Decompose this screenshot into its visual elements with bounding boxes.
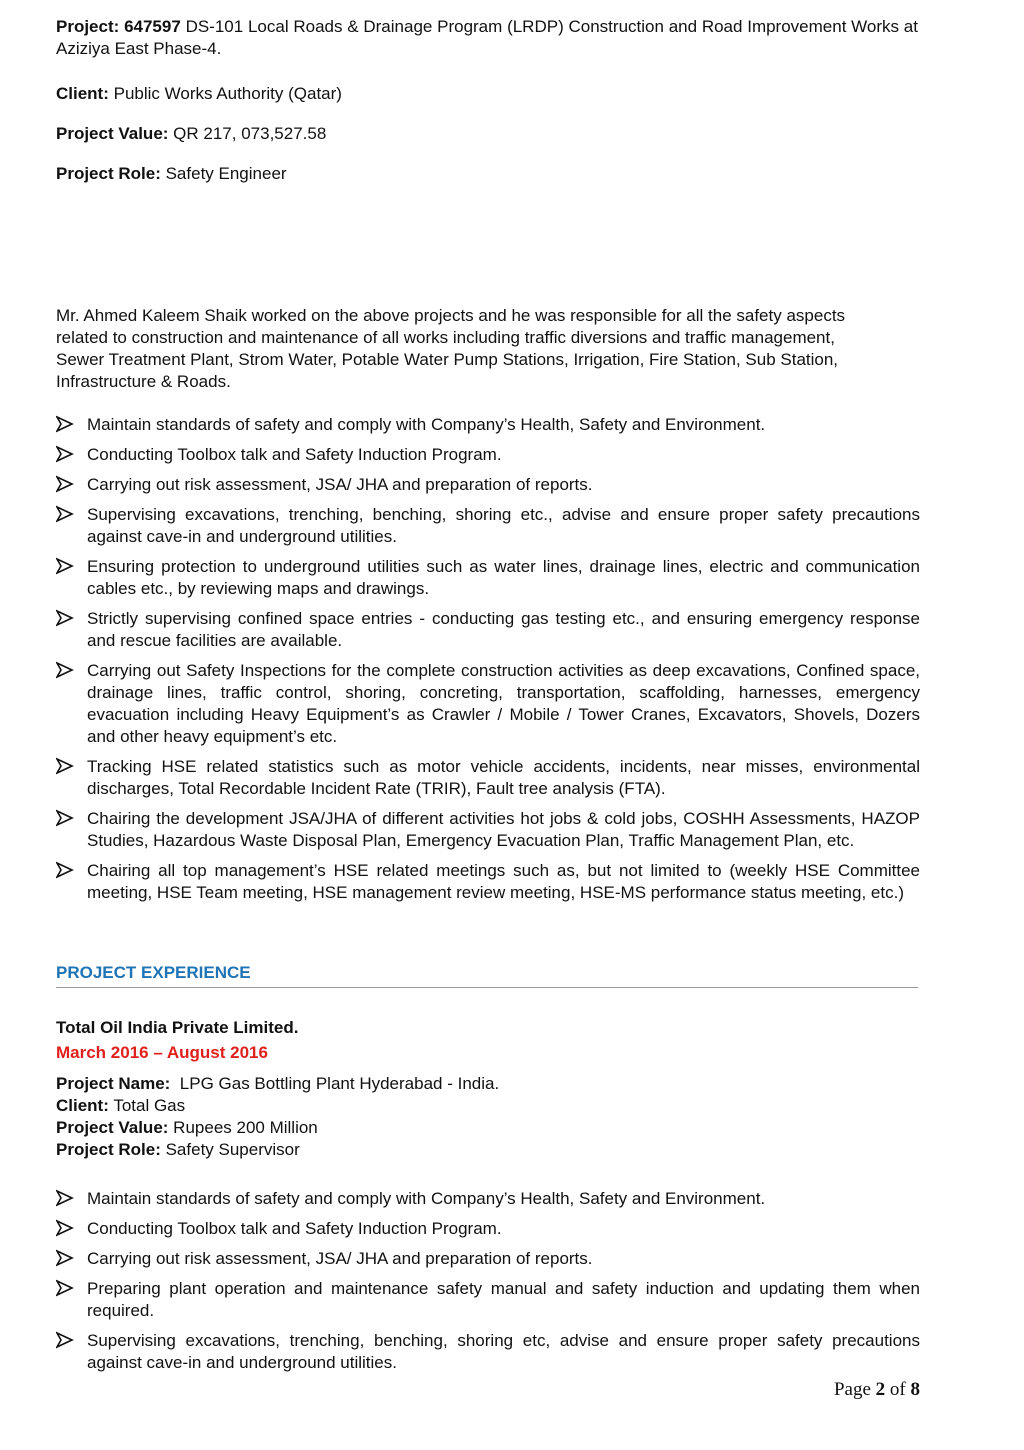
arrow-bullet-icon (56, 475, 74, 493)
project-role-2: Safety Supervisor (165, 1140, 300, 1159)
client-line (56, 83, 342, 105)
bullet-item (56, 414, 920, 436)
arrow-bullet-icon (56, 661, 74, 679)
arrow-bullet-icon (56, 1189, 74, 1207)
arrow-bullet-icon (56, 861, 74, 879)
project-value-label: Project Value: (56, 124, 169, 143)
bullet-item (56, 556, 920, 600)
project-role-line (56, 163, 287, 185)
bullet-text: Maintain standards of safety and comply with Company’s Health, Safety and Environment. (87, 415, 766, 434)
arrow-bullet-icon (56, 609, 74, 627)
employment-dates: March 2016 – August 2016 (56, 1043, 268, 1062)
bullet-text: Tracking HSE related statistics such as motor vehicle accidents, incidents, near misses, environmental discharges, Total Recordable Incident Rate (TRIR), Fault tree analysis (FTA). (87, 757, 920, 798)
project-value: QR 217, 073,527.58 (173, 124, 327, 143)
client-label: Client: (56, 84, 109, 103)
bullet-item (56, 504, 920, 548)
section-heading: PROJECT EXPERIENCE (56, 962, 918, 988)
project-value-label-2: Project Value: (56, 1118, 169, 1137)
arrow-bullet-icon (56, 1279, 74, 1297)
bullet-item (56, 756, 920, 800)
bullet-text: Carrying out risk assessment, JSA/ JHA and preparation of reports. (87, 1249, 593, 1268)
bullet-item (56, 1218, 920, 1240)
project-role-line-2 (56, 1139, 499, 1161)
responsibility-list (56, 414, 920, 904)
arrow-bullet-icon (56, 445, 74, 463)
client-line-2 (56, 1095, 499, 1117)
arrow-bullet-icon (56, 505, 74, 523)
arrow-bullet-icon (56, 757, 74, 775)
bullet-text: Maintain standards of safety and comply with Company’s Health, Safety and Environment. (87, 1189, 766, 1208)
bullet-text: Chairing the development JSA/JHA of different activities hot jobs & cold jobs, COSHH Assessments, HAZOP Studies, Hazardous Waste Disposal Plan, Emergency Evacuation Plan, Traffic Management Plan, etc. (87, 809, 920, 850)
bullet-text: Preparing plant operation and maintenance safety manual and safety induction and updating them when required. (87, 1279, 920, 1320)
bullet-item (56, 608, 920, 652)
of-word: of (889, 1379, 906, 1400)
project-title: DS-101 Local Roads & Drainage Program (LRDP) Construction and Road Improvement Works at Aziziya East Phase-4. (56, 17, 918, 58)
project-value-line-2 (56, 1117, 499, 1139)
arrow-bullet-icon (56, 809, 74, 827)
project-number: 647597 (124, 17, 181, 36)
bullet-item (56, 1248, 920, 1270)
project-role: Safety Engineer (165, 164, 287, 183)
project-role-label-2: Project Role: (56, 1140, 161, 1159)
project-details (56, 1073, 499, 1161)
arrow-bullet-icon (56, 415, 74, 433)
bullet-text: Ensuring protection to underground utilities such as water lines, drainage lines, electric and communication cables etc., by reviewing maps and drawings. (87, 557, 920, 598)
responsibility-list-2 (56, 1188, 920, 1374)
project-name-line (56, 1073, 499, 1095)
bullet-item (56, 660, 920, 748)
company-name: Total Oil India Private Limited. (56, 1018, 299, 1037)
project-heading (56, 16, 918, 60)
page-total: 8 (910, 1379, 920, 1400)
project-label: Project: (56, 17, 120, 36)
bullet-item (56, 444, 920, 466)
bullet-text: Supervising excavations, trenching, benching, shoring etc, advise and ensure proper safety precautions against cave-in and underground utilities. (87, 1331, 920, 1372)
page-word: Page (833, 1379, 871, 1400)
project-value-line (56, 123, 326, 145)
bullet-item (56, 1330, 920, 1374)
arrow-bullet-icon (56, 557, 74, 575)
page-footer (834, 1379, 920, 1401)
client-label-2: Client: (56, 1096, 109, 1115)
bullet-text: Carrying out risk assessment, JSA/ JHA and preparation of reports. (87, 475, 593, 494)
project-name: LPG Gas Bottling Plant Hyderabad - India. (179, 1074, 500, 1093)
bullet-text: Strictly supervising confined space entries - conducting gas testing etc., and ensuring emergency response and rescue facilities are available. (87, 609, 920, 650)
client-value-2: Total Gas (113, 1096, 186, 1115)
client-value: Public Works Authority (Qatar) (113, 84, 342, 103)
arrow-bullet-icon (56, 1219, 74, 1237)
bullet-item (56, 1278, 920, 1322)
arrow-bullet-icon (56, 1331, 74, 1349)
project-role-label: Project Role: (56, 164, 161, 183)
bullet-item (56, 860, 920, 904)
bullet-text: Carrying out Safety Inspections for the complete construction activities as deep excavations, Confined space, drainage lines, traffic control, shoring, concreting, transportation, scaffolding, harnesses, emergency evacuation including Heavy Equipment’s as Crawler / Mobile / Tower Cranes, Excavators, Shovels, Dozers and other heavy equipment’s etc. (87, 661, 920, 746)
bullet-text: Conducting Toolbox talk and Safety Induction Program. (87, 1219, 502, 1238)
bullet-item (56, 808, 920, 852)
bullet-text: Chairing all top management’s HSE related meetings such as, but not limited to (weekly HSE Committee meeting, HSE Team meeting, HSE management review meeting, HSE-MS performance status meeting, etc.) (87, 861, 920, 902)
project-name-label: Project Name: (56, 1074, 171, 1093)
bullet-text: Supervising excavations, trenching, benching, shoring etc., advise and ensure proper safety precautions against cave-in and underground utilities. (87, 505, 920, 546)
arrow-bullet-icon (56, 1249, 74, 1267)
bullet-text: Conducting Toolbox talk and Safety Induction Program. (87, 445, 502, 464)
project-value-2: Rupees 200 Million (173, 1118, 318, 1137)
summary-paragraph: Mr. Ahmed Kaleem Shaik worked on the above projects and he was responsible for all the safety aspects related to construction and maintenance of all works including traffic diversions and traffic management, Sewer Treatment Plant, Strom Water, Potable Water Pump Stations, Irrigation, Fire Station, Sub Station, Infrastructure & Roads. (56, 306, 846, 391)
page-number: 2 (875, 1379, 886, 1400)
bullet-item (56, 1188, 920, 1210)
bullet-item (56, 474, 920, 496)
